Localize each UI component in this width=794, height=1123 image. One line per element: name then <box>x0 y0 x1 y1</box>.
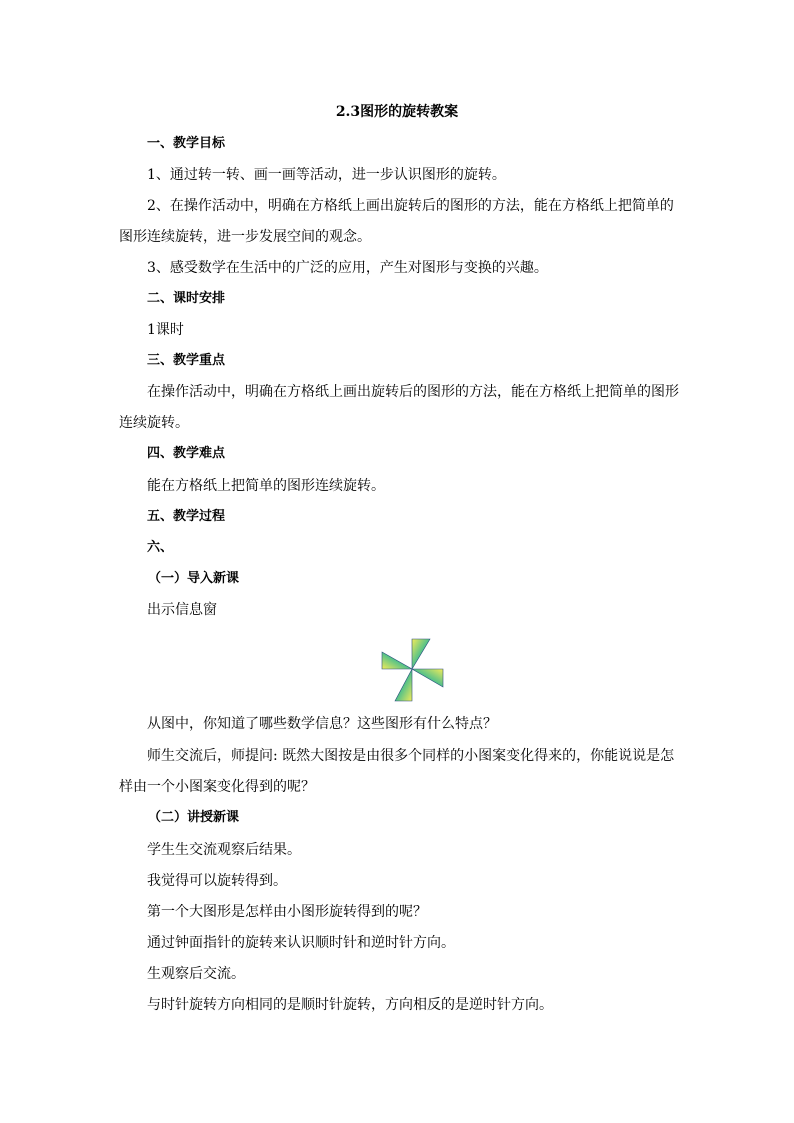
objective-3: 3、感受数学在生活中的广泛的应用，产生对图形与变换的兴趣。 <box>147 260 548 276</box>
key-points-line-1: 在操作活动中，明确在方格纸上画出旋转后的图形的方法，能在方格纸上把简单的图形 <box>147 384 679 400</box>
subheading-intro: （一）导入新课 <box>148 571 240 586</box>
lesson-line-3: 第一个大图形是怎样由小图形旋转得到的呢？ <box>147 904 427 920</box>
document-title: 2.3图形的旋转教案 <box>335 104 459 120</box>
difficulties-text: 能在方格纸上把简单的图形连续旋转。 <box>147 478 385 494</box>
heading-difficulties: 四、教学难点 <box>147 446 226 461</box>
pinwheel-icon <box>381 638 444 702</box>
heading-key-points: 三、教学重点 <box>147 353 226 368</box>
lesson-line-6: 与时针旋转方向相同的是顺时针旋转，方向相反的是逆时针方向。 <box>147 997 553 1013</box>
heading-process: 五、教学过程 <box>147 509 226 524</box>
objective-2-line-2: 图形连续旋转，进一步发展空间的观念。 <box>119 229 371 245</box>
lesson-line-4: 通过钟面指针的旋转来认识顺时针和逆时针方向。 <box>147 935 455 951</box>
question-line: 从图中，你知道了哪些数学信息？这些图形有什么特点？ <box>147 716 497 732</box>
objective-1: 1、通过转一转、画一画等活动，进一步认识图形的旋转。 <box>147 167 506 183</box>
heading-objectives: 一、教学目标 <box>147 136 226 151</box>
key-points-line-2: 连续旋转。 <box>119 415 189 431</box>
heading-schedule: 二、课时安排 <box>147 291 226 306</box>
lesson-line-5: 生观察后交流。 <box>147 966 245 982</box>
subheading-new-lesson: （二）讲授新课 <box>148 810 240 825</box>
lesson-line-1: 学生生交流观察后结果。 <box>147 842 301 858</box>
teacher-question-line-1: 师生交流后，师提问: 既然大图按是由很多个同样的小图案变化得来的，你能说说是怎 <box>147 748 675 764</box>
pinwheel-blade-left <box>382 652 412 669</box>
objective-2-line-1: 2、在操作活动中，明确在方格纸上画出旋转后的图形的方法，能在方格纸上把简单的 <box>147 198 674 214</box>
lesson-line-2: 我觉得可以旋转得到。 <box>147 873 287 889</box>
schedule-text: 1课时 <box>147 322 184 338</box>
teacher-question-line-2: 样由一个小图案变化得到的呢？ <box>119 779 315 795</box>
pinwheel-blade-bottom <box>395 669 412 701</box>
pinwheel-blade-right <box>412 669 443 687</box>
heading-six: 六、 <box>147 540 174 555</box>
pinwheel-blade-top <box>412 639 430 669</box>
show-info-window: 出示信息窗 <box>147 602 217 618</box>
